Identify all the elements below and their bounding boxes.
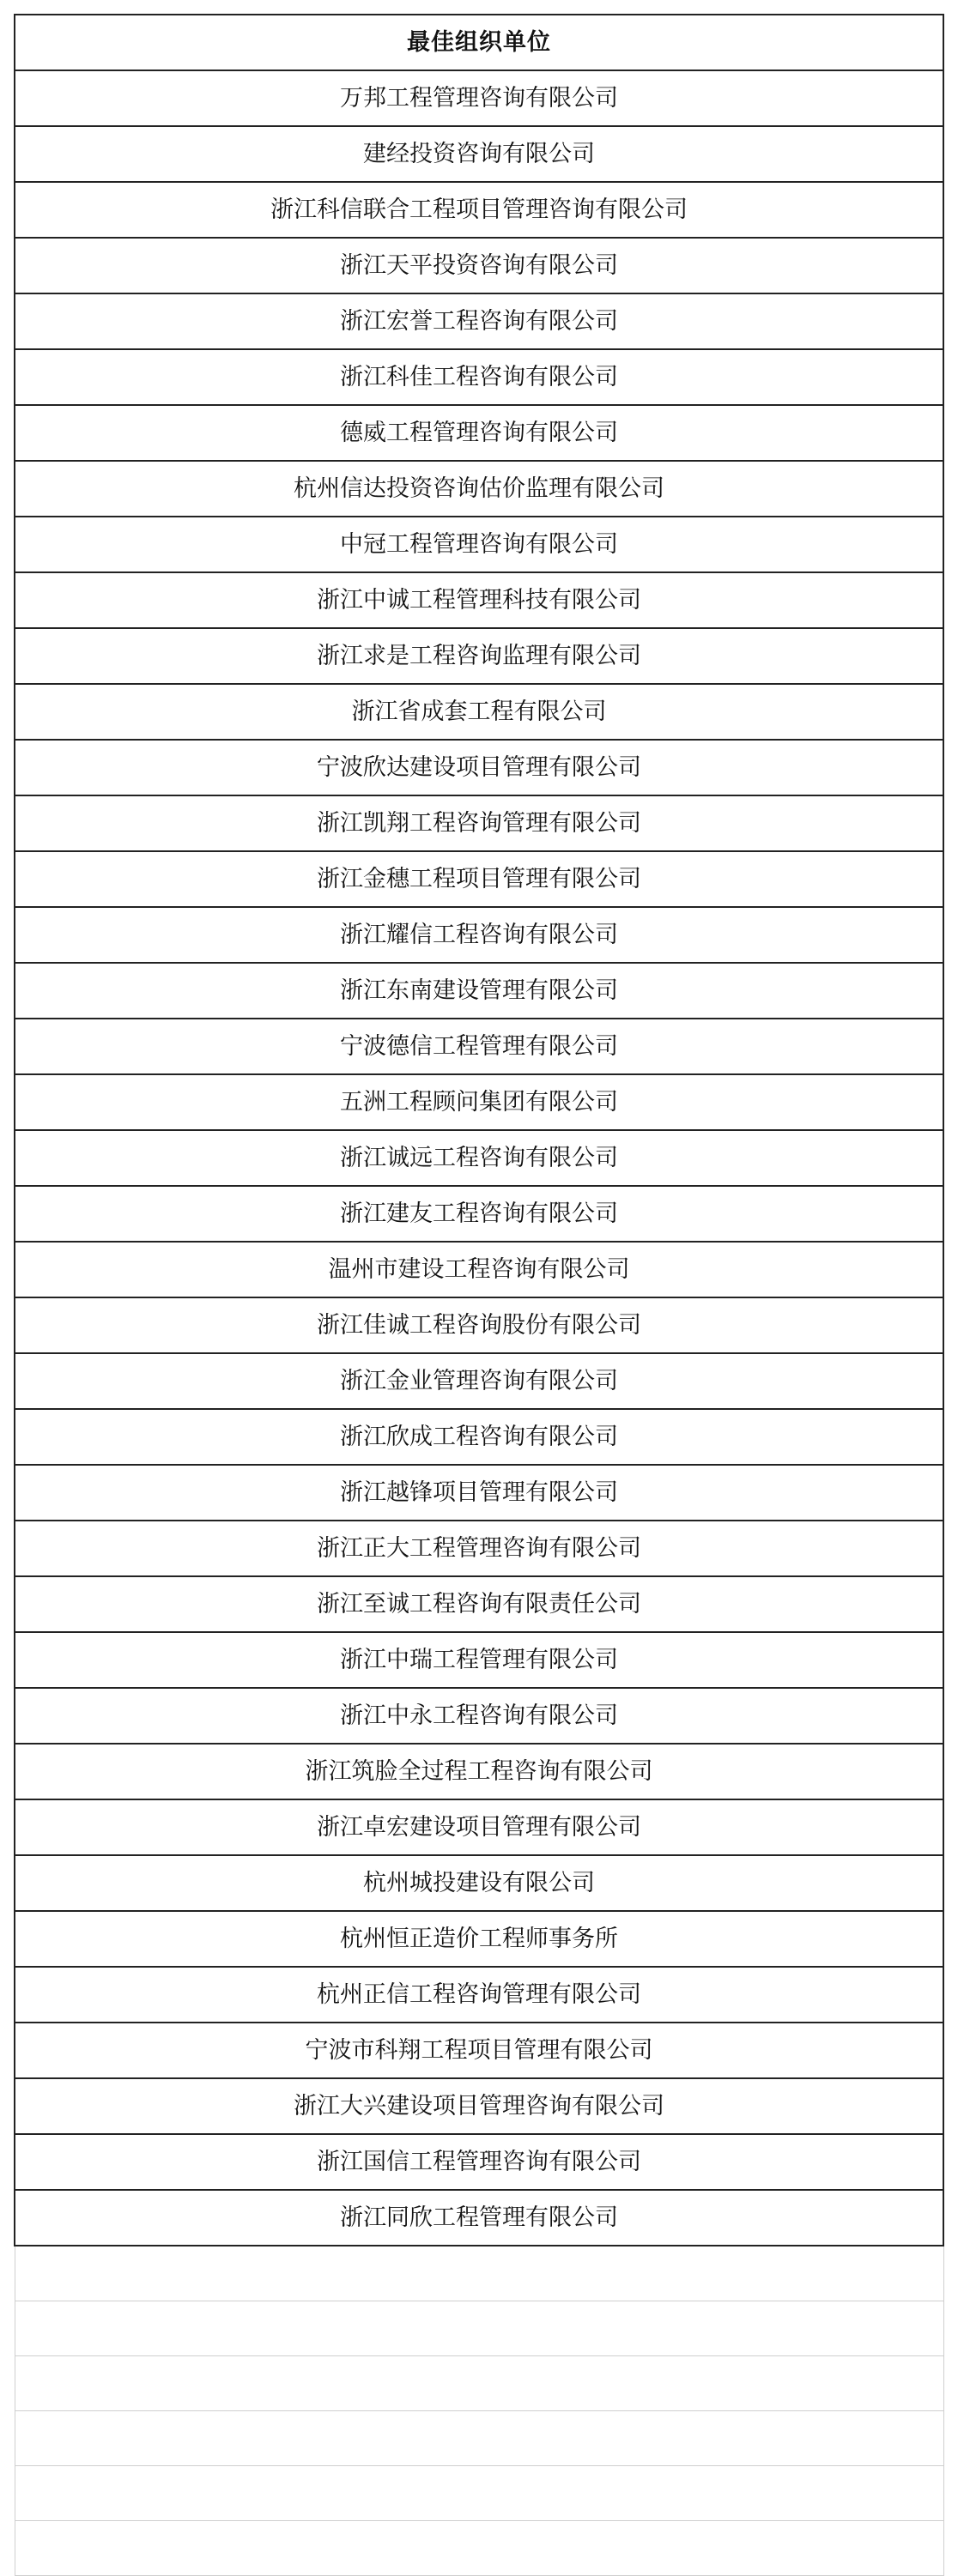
company-name-cell: 浙江佳诚工程咨询股份有限公司 [15,1297,943,1353]
table-row [15,1576,943,1632]
empty-cell [15,2411,943,2466]
table-row [15,126,943,182]
table-row [15,1911,943,1967]
table-row [15,963,943,1019]
table-row [15,293,943,349]
company-name-cell: 浙江欣成工程咨询有限公司 [15,1409,943,1465]
company-name-cell: 浙江中瑞工程管理有限公司 [15,1632,943,1688]
empty-table-row [15,2356,943,2411]
company-name-cell: 宁波德信工程管理有限公司 [15,1019,943,1074]
company-name-cell: 杭州信达投资咨询估价监理有限公司 [15,461,943,517]
table-row [15,740,943,795]
company-name-cell: 浙江建友工程咨询有限公司 [15,1186,943,1242]
table-row [15,349,943,405]
table-header-row [15,15,943,70]
table-row [15,1409,943,1465]
table-row [15,1855,943,1911]
company-name-cell: 浙江同欣工程管理有限公司 [15,2190,943,2246]
table-row [15,1465,943,1521]
company-name-cell: 浙江至诚工程咨询有限责任公司 [15,1576,943,1632]
company-name-cell: 中冠工程管理咨询有限公司 [15,517,943,572]
company-name-cell: 浙江大兴建设项目管理咨询有限公司 [15,2078,943,2134]
empty-table-row [15,2521,943,2576]
company-name-cell: 杭州城投建设有限公司 [15,1855,943,1911]
empty-cell [15,2246,943,2301]
table-row [15,907,943,963]
table-row [15,517,943,572]
table-row [15,182,943,238]
table-row [15,1967,943,2023]
company-name-cell: 德威工程管理咨询有限公司 [15,405,943,461]
table-header-best-organizing-unit: 最佳组织单位 [15,15,943,70]
table-row [15,2078,943,2134]
company-name-cell: 万邦工程管理咨询有限公司 [15,70,943,126]
table-row [15,684,943,740]
table-row [15,795,943,851]
company-name-cell: 浙江宏誉工程咨询有限公司 [15,293,943,349]
table-row [15,2023,943,2078]
empty-table-row [15,2411,943,2466]
table-row [15,572,943,628]
company-name-cell: 浙江筑脸全过程工程咨询有限公司 [15,1744,943,1799]
empty-cell [15,2521,943,2576]
company-name-cell: 建经投资咨询有限公司 [15,126,943,182]
company-name-cell: 浙江凯翔工程咨询管理有限公司 [15,795,943,851]
empty-table-row [15,2301,943,2356]
table-row [15,2190,943,2246]
award-sheet [14,14,944,2576]
table-row [15,238,943,293]
table-row [15,1019,943,1074]
company-name-cell: 浙江正大工程管理咨询有限公司 [15,1521,943,1576]
table-row [15,1688,943,1744]
table-row [15,2134,943,2190]
table-row [15,1632,943,1688]
company-name-cell: 浙江越锋项目管理有限公司 [15,1465,943,1521]
company-name-cell: 浙江耀信工程咨询有限公司 [15,907,943,963]
company-name-cell: 浙江天平投资咨询有限公司 [15,238,943,293]
company-name-cell: 浙江金业管理咨询有限公司 [15,1353,943,1409]
company-name-cell: 宁波欣达建设项目管理有限公司 [15,740,943,795]
table-row [15,628,943,684]
empty-cell [15,2356,943,2411]
award-table [14,14,944,2576]
company-name-cell: 杭州恒正造价工程师事务所 [15,1911,943,1967]
table-row [15,1521,943,1576]
company-name-cell: 浙江卓宏建设项目管理有限公司 [15,1799,943,1855]
table-row [15,1799,943,1855]
table-body [15,70,943,2576]
table-row [15,70,943,126]
table-row [15,1074,943,1130]
company-name-cell: 浙江国信工程管理咨询有限公司 [15,2134,943,2190]
table-row [15,1353,943,1409]
table-row [15,1242,943,1297]
table-row [15,1130,943,1186]
empty-cell [15,2466,943,2521]
company-name-cell: 杭州正信工程咨询管理有限公司 [15,1967,943,2023]
company-name-cell: 浙江求是工程咨询监理有限公司 [15,628,943,684]
company-name-cell: 浙江中永工程咨询有限公司 [15,1688,943,1744]
table-row [15,1744,943,1799]
company-name-cell: 宁波市科翔工程项目管理有限公司 [15,2023,943,2078]
company-name-cell: 浙江科佳工程咨询有限公司 [15,349,943,405]
company-name-cell: 温州市建设工程咨询有限公司 [15,1242,943,1297]
table-row [15,461,943,517]
empty-table-row [15,2246,943,2301]
empty-cell [15,2301,943,2356]
company-name-cell: 浙江诚远工程咨询有限公司 [15,1130,943,1186]
company-name-cell: 浙江科信联合工程项目管理咨询有限公司 [15,182,943,238]
company-name-cell: 五洲工程顾问集团有限公司 [15,1074,943,1130]
company-name-cell: 浙江中诚工程管理科技有限公司 [15,572,943,628]
empty-table-row [15,2466,943,2521]
table-row [15,851,943,907]
company-name-cell: 浙江金穗工程项目管理有限公司 [15,851,943,907]
company-name-cell: 浙江东南建设管理有限公司 [15,963,943,1019]
table-row [15,405,943,461]
table-row [15,1297,943,1353]
company-name-cell: 浙江省成套工程有限公司 [15,684,943,740]
table-row [15,1186,943,1242]
